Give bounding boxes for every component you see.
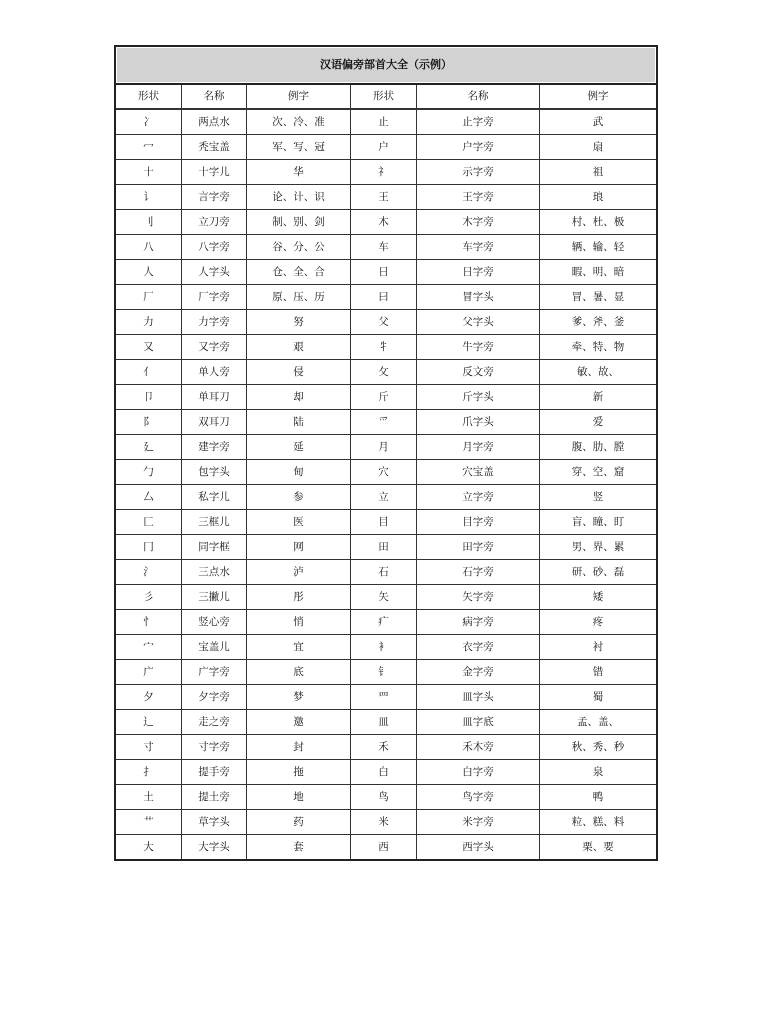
- radical-name-cell: 两点水: [182, 110, 247, 135]
- example-chars-cell: 邀: [247, 710, 351, 735]
- radical-shape-cell: 衤: [351, 635, 417, 660]
- example-chars-cell: 参: [247, 485, 351, 510]
- example-chars-cell: 华: [247, 160, 351, 185]
- radical-shape-cell: 大: [116, 835, 182, 859]
- radical-name-cell: 厂字旁: [182, 285, 247, 310]
- table-row: [116, 360, 656, 385]
- radical-name-cell: 包字头: [182, 460, 247, 485]
- radical-name-cell: 目字旁: [417, 510, 540, 535]
- table-row: [116, 660, 656, 685]
- radical-shape-cell: 西: [351, 835, 417, 859]
- example-chars-cell: 村、杜、极: [540, 210, 656, 235]
- table-row: [116, 110, 656, 135]
- example-chars-cell: 鸭: [540, 785, 656, 810]
- table-row: [116, 760, 656, 785]
- example-chars-cell: 穿、空、窟: [540, 460, 656, 485]
- table-row: [116, 160, 656, 185]
- column-header-row: [116, 85, 656, 110]
- example-chars-cell: 研、砂、磊: [540, 560, 656, 585]
- table-row: [116, 235, 656, 260]
- radical-shape-cell: 勹: [116, 460, 182, 485]
- radical-name-cell: 冒字头: [417, 285, 540, 310]
- radical-shape-cell: 忄: [116, 610, 182, 635]
- radical-name-cell: 立字旁: [417, 485, 540, 510]
- radical-name-cell: 立刀旁: [182, 210, 247, 235]
- radical-shape-cell: 扌: [116, 760, 182, 785]
- radical-name-cell: 单耳刀: [182, 385, 247, 410]
- radical-name-cell: 提土旁: [182, 785, 247, 810]
- example-chars-cell: 武: [540, 110, 656, 135]
- radical-name-cell: 单人旁: [182, 360, 247, 385]
- radical-shape-cell: 牜: [351, 335, 417, 360]
- radical-name-cell: 广字旁: [182, 660, 247, 685]
- radical-name-cell: 金字旁: [417, 660, 540, 685]
- radical-shape-cell: 十: [116, 160, 182, 185]
- radical-name-cell: 寸字旁: [182, 735, 247, 760]
- radical-shape-cell: 矢: [351, 585, 417, 610]
- example-chars-cell: 宜: [247, 635, 351, 660]
- radical-shape-cell: 彡: [116, 585, 182, 610]
- table-title: 汉语偏旁部首大全（示例）: [116, 47, 656, 85]
- radical-name-cell: 草字头: [182, 810, 247, 835]
- radical-shape-cell: 又: [116, 335, 182, 360]
- radical-name-cell: 三撇儿: [182, 585, 247, 610]
- radical-shape-cell: 户: [351, 135, 417, 160]
- radical-name-cell: 牛字旁: [417, 335, 540, 360]
- example-chars-cell: 矮: [540, 585, 656, 610]
- radical-name-cell: 穴宝盖: [417, 460, 540, 485]
- example-chars-cell: 封: [247, 735, 351, 760]
- table-row: [116, 285, 656, 310]
- table-row: [116, 185, 656, 210]
- radical-shape-cell: 礻: [351, 160, 417, 185]
- table-row: [116, 435, 656, 460]
- example-chars-cell: 拖: [247, 760, 351, 785]
- header-name-left: 名称: [182, 85, 247, 110]
- table-row: [116, 710, 656, 735]
- radical-name-cell: 建字旁: [182, 435, 247, 460]
- radical-name-cell: 矢字旁: [417, 585, 540, 610]
- table-row: [116, 460, 656, 485]
- table-row: [116, 410, 656, 435]
- example-chars-cell: 梦: [247, 685, 351, 710]
- example-chars-cell: 侵: [247, 360, 351, 385]
- radical-name-cell: 提手旁: [182, 760, 247, 785]
- radical-shape-cell: 日: [351, 260, 417, 285]
- radical-name-cell: 反文旁: [417, 360, 540, 385]
- header-shape-left: 形状: [116, 85, 182, 110]
- radical-shape-cell: 刂: [116, 210, 182, 235]
- header-name-right: 名称: [417, 85, 540, 110]
- example-chars-cell: 孟、盖、: [540, 710, 656, 735]
- example-chars-cell: 延: [247, 435, 351, 460]
- example-chars-cell: 新: [540, 385, 656, 410]
- radical-name-cell: 爪字头: [417, 410, 540, 435]
- radical-shape-cell: 王: [351, 185, 417, 210]
- radical-shape-cell: 厂: [116, 285, 182, 310]
- example-chars-cell: 衬: [540, 635, 656, 660]
- table-row: [116, 260, 656, 285]
- example-chars-cell: 冒、暑、显: [540, 285, 656, 310]
- radical-shape-cell: 力: [116, 310, 182, 335]
- radical-shape-cell: 土: [116, 785, 182, 810]
- radical-shape-cell: 厶: [116, 485, 182, 510]
- example-chars-cell: 错: [540, 660, 656, 685]
- radical-shape-cell: 阝: [116, 410, 182, 435]
- radical-shape-cell: 钅: [351, 660, 417, 685]
- radical-shape-cell: 皿: [351, 710, 417, 735]
- radical-shape-cell: 冖: [116, 135, 182, 160]
- example-chars-cell: 军、写、冠: [247, 135, 351, 160]
- example-chars-cell: 医: [247, 510, 351, 535]
- table-row: [116, 585, 656, 610]
- example-chars-cell: 辆、输、轻: [540, 235, 656, 260]
- example-chars-cell: 泉: [540, 760, 656, 785]
- table-row: [116, 135, 656, 160]
- radical-shape-cell: 鸟: [351, 785, 417, 810]
- example-chars-cell: 彤: [247, 585, 351, 610]
- radical-name-cell: 日字旁: [417, 260, 540, 285]
- radical-shape-cell: 石: [351, 560, 417, 585]
- example-chars-cell: 网: [247, 535, 351, 560]
- radical-shape-cell: 爫: [351, 410, 417, 435]
- radical-name-cell: 皿字底: [417, 710, 540, 735]
- table-row: [116, 310, 656, 335]
- table-row: [116, 835, 656, 859]
- example-chars-cell: 敏、故、: [540, 360, 656, 385]
- radical-name-cell: 私字儿: [182, 485, 247, 510]
- example-chars-cell: 努: [247, 310, 351, 335]
- example-chars-cell: 仓、全、合: [247, 260, 351, 285]
- radical-shape-cell: 氵: [116, 560, 182, 585]
- example-chars-cell: 秋、秀、秒: [540, 735, 656, 760]
- table-row: [116, 510, 656, 535]
- example-chars-cell: 悄: [247, 610, 351, 635]
- example-chars-cell: 栗、要: [540, 835, 656, 859]
- radical-shape-cell: 夕: [116, 685, 182, 710]
- example-chars-cell: 粒、糕、料: [540, 810, 656, 835]
- example-chars-cell: 琅: [540, 185, 656, 210]
- radical-shape-cell: 卩: [116, 385, 182, 410]
- radical-name-cell: 王字旁: [417, 185, 540, 210]
- radical-shape-cell: 止: [351, 110, 417, 135]
- example-chars-cell: 盲、瞳、盯: [540, 510, 656, 535]
- table-row: [116, 210, 656, 235]
- table-row: [116, 785, 656, 810]
- example-chars-cell: 论、计、识: [247, 185, 351, 210]
- example-chars-cell: 底: [247, 660, 351, 685]
- radical-name-cell: 大字头: [182, 835, 247, 859]
- example-chars-cell: 地: [247, 785, 351, 810]
- radical-shape-cell: 曰: [351, 285, 417, 310]
- radical-name-cell: 衣字旁: [417, 635, 540, 660]
- table-row: [116, 335, 656, 360]
- radical-name-cell: 户字旁: [417, 135, 540, 160]
- table-row: [116, 635, 656, 660]
- table-body: [116, 110, 656, 859]
- radical-shape-cell: 寸: [116, 735, 182, 760]
- radical-shape-cell: 月: [351, 435, 417, 460]
- example-chars-cell: 艰: [247, 335, 351, 360]
- radical-shape-cell: 讠: [116, 185, 182, 210]
- radical-name-cell: 秃宝盖: [182, 135, 247, 160]
- radical-name-cell: 米字旁: [417, 810, 540, 835]
- table-row: [116, 535, 656, 560]
- radical-shape-cell: 斤: [351, 385, 417, 410]
- radical-shape-cell: 冂: [116, 535, 182, 560]
- radical-name-cell: 车字旁: [417, 235, 540, 260]
- table-row: [116, 810, 656, 835]
- radical-shape-cell: 宀: [116, 635, 182, 660]
- radical-shape-cell: 父: [351, 310, 417, 335]
- radical-shape-cell: 广: [116, 660, 182, 685]
- radical-name-cell: 石字旁: [417, 560, 540, 585]
- radical-shape-cell: 艹: [116, 810, 182, 835]
- radical-name-cell: 夕字旁: [182, 685, 247, 710]
- radical-name-cell: 西字头: [417, 835, 540, 859]
- radical-shape-cell: 八: [116, 235, 182, 260]
- example-chars-cell: 制、别、剑: [247, 210, 351, 235]
- header-shape-right: 形状: [351, 85, 417, 110]
- table-row: [116, 485, 656, 510]
- radical-name-cell: 白字旁: [417, 760, 540, 785]
- radical-name-cell: 同字框: [182, 535, 247, 560]
- radical-shape-cell: 辶: [116, 710, 182, 735]
- radical-shape-cell: 车: [351, 235, 417, 260]
- radical-shape-cell: 疒: [351, 610, 417, 635]
- radical-name-cell: 人字头: [182, 260, 247, 285]
- radical-shape-cell: 廴: [116, 435, 182, 460]
- radical-name-cell: 宝盖儿: [182, 635, 247, 660]
- radicals-table: [114, 45, 658, 861]
- radical-shape-cell: 人: [116, 260, 182, 285]
- example-chars-cell: 泸: [247, 560, 351, 585]
- example-chars-cell: 蜀: [540, 685, 656, 710]
- radical-name-cell: 止字旁: [417, 110, 540, 135]
- table-row: [116, 560, 656, 585]
- radical-name-cell: 病字旁: [417, 610, 540, 635]
- example-chars-cell: 疼: [540, 610, 656, 635]
- radical-name-cell: 言字旁: [182, 185, 247, 210]
- radical-shape-cell: 匚: [116, 510, 182, 535]
- radical-shape-cell: 禾: [351, 735, 417, 760]
- radical-shape-cell: 亻: [116, 360, 182, 385]
- example-chars-cell: 药: [247, 810, 351, 835]
- example-chars-cell: 陆: [247, 410, 351, 435]
- radical-name-cell: 走之旁: [182, 710, 247, 735]
- radical-shape-cell: 罒: [351, 685, 417, 710]
- radical-name-cell: 木字旁: [417, 210, 540, 235]
- table-row: [116, 610, 656, 635]
- example-chars-cell: 爱: [540, 410, 656, 435]
- radical-name-cell: 十字儿: [182, 160, 247, 185]
- radical-shape-cell: 目: [351, 510, 417, 535]
- example-chars-cell: 原、压、历: [247, 285, 351, 310]
- radical-name-cell: 鸟字旁: [417, 785, 540, 810]
- radical-shape-cell: 木: [351, 210, 417, 235]
- example-chars-cell: 套: [247, 835, 351, 859]
- example-chars-cell: 腹、肋、膛: [540, 435, 656, 460]
- radical-shape-cell: 冫: [116, 110, 182, 135]
- example-chars-cell: 爹、斧、釜: [540, 310, 656, 335]
- example-chars-cell: 牵、特、物: [540, 335, 656, 360]
- radical-name-cell: 三点水: [182, 560, 247, 585]
- radical-name-cell: 八字旁: [182, 235, 247, 260]
- radical-name-cell: 父字头: [417, 310, 540, 335]
- example-chars-cell: 扇: [540, 135, 656, 160]
- example-chars-cell: 竖: [540, 485, 656, 510]
- table-row: [116, 685, 656, 710]
- radical-shape-cell: 米: [351, 810, 417, 835]
- example-chars-cell: 甸: [247, 460, 351, 485]
- radical-shape-cell: 立: [351, 485, 417, 510]
- radical-name-cell: 力字旁: [182, 310, 247, 335]
- radical-shape-cell: 白: [351, 760, 417, 785]
- radical-name-cell: 斤字头: [417, 385, 540, 410]
- radical-name-cell: 禾木旁: [417, 735, 540, 760]
- radical-name-cell: 田字旁: [417, 535, 540, 560]
- table-row: [116, 385, 656, 410]
- radical-shape-cell: 穴: [351, 460, 417, 485]
- header-examples-left: 例字: [247, 85, 351, 110]
- example-chars-cell: 谷、分、公: [247, 235, 351, 260]
- example-chars-cell: 暇、明、暗: [540, 260, 656, 285]
- radical-shape-cell: 田: [351, 535, 417, 560]
- table-row: [116, 735, 656, 760]
- radical-name-cell: 又字旁: [182, 335, 247, 360]
- example-chars-cell: 次、冷、准: [247, 110, 351, 135]
- radical-name-cell: 示字旁: [417, 160, 540, 185]
- radical-name-cell: 三框儿: [182, 510, 247, 535]
- radical-name-cell: 竖心旁: [182, 610, 247, 635]
- radical-name-cell: 皿字头: [417, 685, 540, 710]
- example-chars-cell: 却: [247, 385, 351, 410]
- example-chars-cell: 男、界、累: [540, 535, 656, 560]
- radical-shape-cell: 攵: [351, 360, 417, 385]
- header-examples-right: 例字: [540, 85, 656, 110]
- radical-name-cell: 双耳刀: [182, 410, 247, 435]
- radical-name-cell: 月字旁: [417, 435, 540, 460]
- example-chars-cell: 祖: [540, 160, 656, 185]
